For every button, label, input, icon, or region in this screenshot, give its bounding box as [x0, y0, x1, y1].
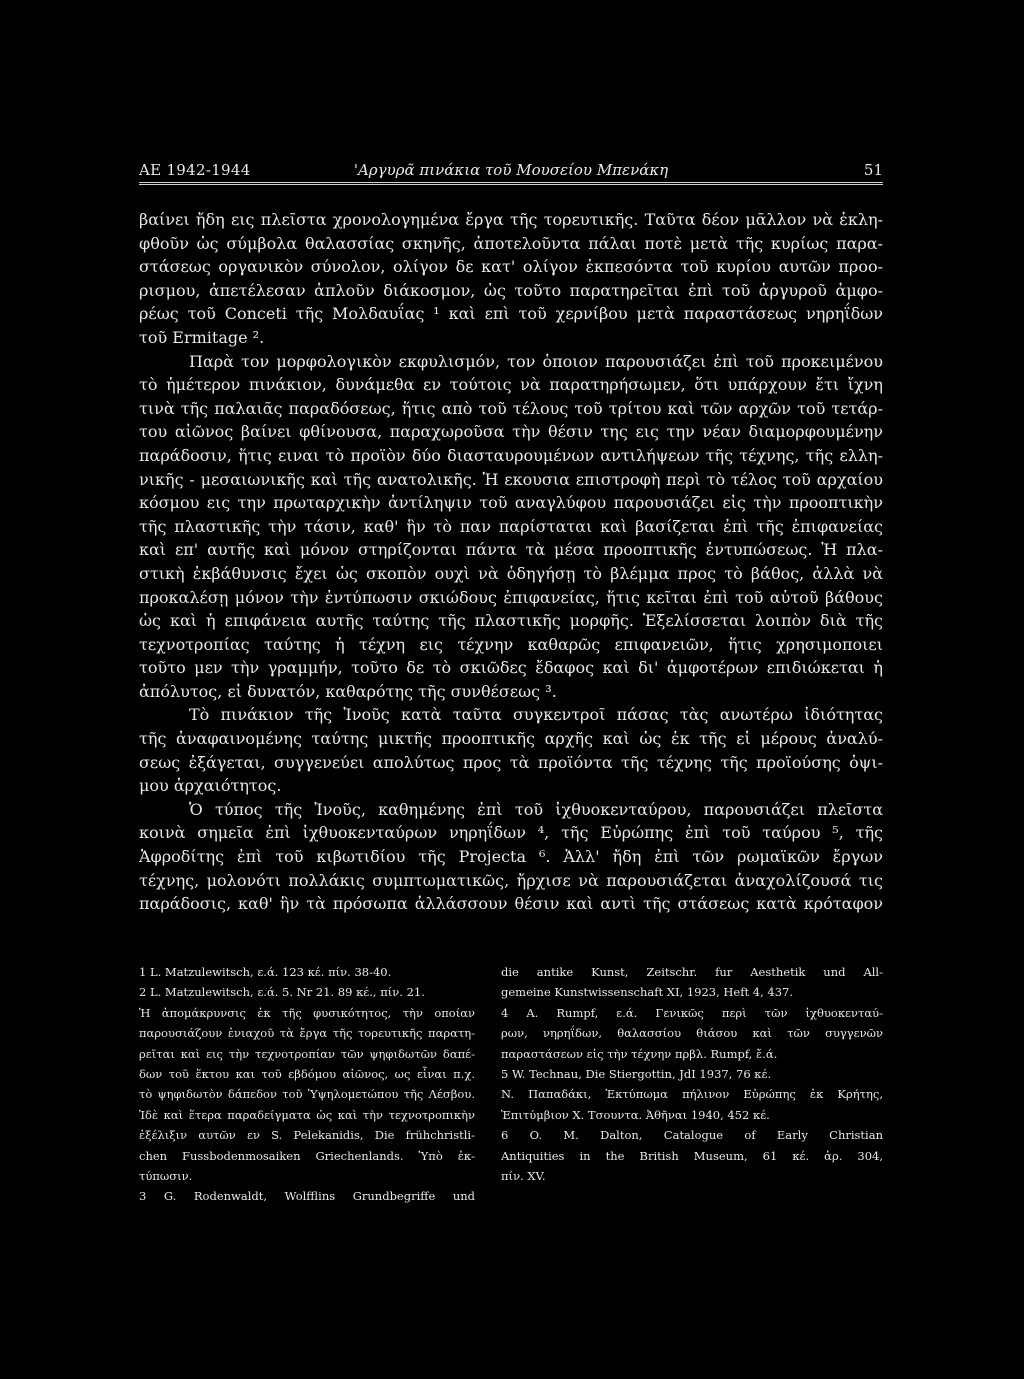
text-line: τοῦτο μεν τὴν γραμμήν, τοῦτο δε τὸ σκιῶδες ἔδαφος καὶ δι' ἀμφοτέρων επιδιώκεται ἡ: [139, 658, 883, 678]
text-line: μου ἀρχαιότητος.: [139, 776, 282, 796]
footnote-line: Ἰδὲ καὶ ἕτερα παραδείγματα ὡς καὶ τὴν τεχνοτροπικὴν: [139, 1107, 475, 1122]
text-line: καὶ επ' αυτῆς καὶ μόνον στηρίζονται πάντα τὰ μέσα προοπτικῆς ἐντυπώσεως. Ἡ πλα-: [139, 540, 883, 560]
footnote-line: ρων, νηρηΐδων, θαλασσίου θιάσου καὶ τῶν συγγενῶν: [501, 1026, 883, 1041]
running-header: [139, 160, 883, 185]
footnote-line: 3 G. Rodenwaldt, Wolfflins Grundbegriffe und: [139, 1189, 475, 1204]
text-line: τῆς ἀναφαινομένης ταύτης μικτῆς προοπτικῆς αρχῆς καὶ ὡς ἐκ τῆς εἰ μέρους ἀναλύ-: [139, 729, 883, 749]
text-line: νικῆς - μεσαιωνικῆς καὶ τῆς ανατολικῆς. Ἡ εκουσια επιστροφὴ περὶ τὸ τέλος τοῦ αρχαίου: [139, 469, 883, 489]
text-line: προκαλέσῃ μόνον τὴν ἐντύπωσιν σκιώδους ἐπιφανείας, ἥτις κεῖται ἐπὶ τοῦ αὐτοῦ βάθους: [139, 587, 883, 607]
footnote-line: 6 O. M. Dalton, Catalogue of Early Christian: [501, 1128, 883, 1143]
footnote-line: πίν. XV.: [501, 1169, 546, 1184]
footnote-line: ρεῖται καὶ εις τὴν τεχνοτροπίαν τῶν ψηφιδωτῶν δαπέ-: [139, 1046, 475, 1061]
text-line: βαίνει ἤδη εις πλεῖστα χρονολογημένα ἔργα τῆς τορευτικῆς. Ταῦτα δέον μᾶλλον νὰ ἐκλη-: [139, 210, 883, 229]
text-line: τεχνοτροπίας ταύτης ἡ τέχνη εις τέχνην καθαρῶς επιφανειῶν, ἥτις χρησιμοποιει: [139, 634, 883, 654]
footnote-line: die antike Kunst, Zeitschr. fur Aesthetik und All-: [501, 965, 883, 979]
footnote-line: Ἡ ἀπομάκρυνσις ἐκ τῆς φυσικότητος, τὴν οποίαν: [139, 1005, 475, 1020]
footnotes-left-column: [139, 962, 475, 1207]
text-line: τῆς πλαστικῆς τὴν τάσιν, καθ' ἣν τὸ παν παρίσταται καὶ βασίζεται ἐπὶ τῆς ἐπιφανείας: [139, 516, 883, 536]
footnote-line: δων τοῦ ἕκτου και τοῦ εβδόμου αἰῶνος, ως εἶναι π.χ.: [139, 1067, 475, 1082]
main-text: [139, 208, 883, 916]
running-title: 'Αργυρᾶ πινάκια τοῦ Μουσείου Μπενάκη: [353, 161, 669, 179]
text-line: Παρὰ τον μορφολογικὸν εκφυλισμόν, τον ὁποιον παρουσιάζει ἐπὶ τοῦ προκειμένου: [189, 351, 883, 371]
text-line: Ἀφροδίτης ἐπὶ τοῦ κιβωτιδίου τῆς Projecta ⁶. Ἀλλ' ἤδη ἐπὶ τῶν ρωμαϊκῶν ἔργων: [139, 847, 883, 867]
footnote-line: Ἐπιτύμβιον Χ. Τσουντα. Ἀθῆναι 1940, 452 κέ.: [501, 1107, 770, 1122]
text-line: Τὸ πινάκιον τῆς Ἰνοῦς κατὰ ταῦτα συγκεντροῖ πάσας τὰς ανωτέρω ἰδιότητας: [189, 705, 883, 725]
text-line: κόσμου εις την πρωταρχικὴν ἀντίληψιν τοῦ αναγλύφου παρουσιάζει εἰς τὴν προοπτικὴν: [139, 493, 883, 513]
text-line: τινὰ τῆς παλαιᾶς παραδόσεως, ἥτις απὸ τοῦ τέλους τοῦ τρίτου καὶ τῶν αρχῶν τοῦ τετάρ-: [139, 398, 883, 418]
footnote-line: 1 L. Matzulewitsch, ε.ά. 123 κέ. πίν. 38-40.: [139, 965, 392, 979]
footnote-line: παρουσιάζουν ἐνιαχοῦ τὰ ἔργα τῆς τορευτικῆς παρατη-: [139, 1026, 475, 1041]
text-line: τὸ ἡμέτερον πινάκιον, δυνάμεθα εν τούτοις νὰ παρατηρήσωμεν, ὅτι υπάρχουν ἔτι ἴχνη: [139, 375, 883, 395]
footnote-line: παραστάσεων εἰς τὴν τέχνην πρβλ. Rumpf, ἔ.ά.: [501, 1046, 778, 1061]
text-line: ρέως τοῦ Conceti τῆς Μολδαυΐας ¹ καὶ επὶ τοῦ χερνίβου μετὰ παραστάσεως νηρηΐδων: [139, 304, 883, 324]
footnote-line: τὸ ψηφιδωτὸν δάπεδον τοῦ Ὑψηλομετώπου τῆς Λέσβου.: [139, 1087, 475, 1102]
text-line: στάσεως οργανικὸν σύνολον, ολίγον δε κατ' ολίγον ἐκπεσόντα τοῦ κυρίου αυτῶν προο-: [139, 257, 883, 277]
footnote-line: Antiquities in the British Museum, 61 κέ. ἀρ. 304,: [501, 1148, 883, 1163]
text-line: ὡς καὶ ἡ επιφάνεια αυτῆς ταύτης τῆς πλαστικῆς μορφῆς. Ἐξελίσσεται λοιπὸν διὰ τῆς: [139, 611, 883, 631]
footnote-line: N. Παπαδάκι, Ἐκτύπωμα πήλινον Εὐρώπης ἐκ Κρήτης,: [501, 1087, 883, 1102]
text-line: ρισμου, ἀπετέλεσαν ἁπλοῦν διάκοσμον, ὡς τοῦτο παρατηρεῖται ἐπὶ τοῦ ἀργυροῦ ἀμφο-: [139, 280, 883, 300]
text-line: Ὁ τύπος τῆς Ἰνοῦς, καθημένης ἐπὶ τοῦ ἰχθυοκενταύρου, παρουσιάζει πλεῖστα: [189, 799, 883, 819]
journal-volume: ΑΕ 1942-1944: [139, 161, 251, 179]
footnote-line: 2 L. Matzulewitsch, ε.ά. 5. Nr 21. 89 κέ., πίν. 21.: [139, 985, 425, 1000]
text-line: ἀπόλυτος, εἰ δυνατόν, καθαρότης τῆς συνθέσεως ³.: [139, 681, 557, 701]
text-line: τοῦ Ermitage ².: [139, 327, 265, 347]
footnote-line: ἐξέλιξιν αυτῶν εν S. Pelekanidis, Die frühchristli-: [139, 1128, 475, 1143]
footnote-line: 4 A. Rumpf, ε.ά. Γενικῶς περὶ τῶν ἰχθυοκενταύ-: [501, 1005, 883, 1020]
footnote-line: 5 W. Technau, Die Stiergottin, JdI 1937, 76 κέ.: [501, 1067, 772, 1082]
text-line: παράδοσις, καθ' ἣν τὰ πρόσωπα ἀλλάσσουν θέσιν καὶ αντὶ τῆς στάσεως κατὰ κρόταφον: [139, 894, 883, 914]
text-line: σεως ἐξάγεται, συγγενεύει απολύτως προς τὰ προϊόντα τῆς τέχνης τῆς προϊούσης ὀψι-: [139, 752, 883, 772]
footnotes-right-column: [501, 962, 883, 1186]
text-line: στικὴ ἐκβάθυνσις ἔχει ὡς σκοπὸν ουχὶ νὰ ὁδηγήσῃ τὸ βλέμμα προς τὸ βάθος, ἀλλὰ νὰ: [139, 563, 883, 583]
footnote-line: gemeine Kunstwissenschaft XI, 1923, Heft 4, 437.: [501, 985, 793, 1000]
text-line: φθοῦν ὡς σύμβολα θαλασσίας σκηνῆς, ἀποτελοῦντα πάλαι ποτὲ μετὰ τῆς κυρίως παρα-: [139, 233, 883, 253]
page-number: 51: [863, 161, 883, 179]
text-line: κοινὰ σημεῖα ἐπὶ ἰχθυοκενταύρων νηρηΐδων ⁴, τῆς Εὐρώπης ἐπὶ τοῦ ταύρου ⁵, τῆς: [139, 823, 883, 843]
footnote-line: chen Fussbodenmosaiken Griechenlands. Ὑπὸ ἐκ-: [139, 1148, 475, 1163]
footnote-line: τύπωσιν.: [139, 1169, 193, 1184]
text-line: του αἰῶνος βαίνει φθίνουσα, παραχωροῦσα τὴν θέσιν της εις την νέαν διαμορφουμένην: [139, 422, 883, 442]
text-line: παράδοσιν, ἥτις ειναι τὸ προϊὸν δύο διασταυρουμένων αντιλήψεων τῆς τέχνης, τῆς ελλη-: [139, 445, 883, 465]
text-line: τέχνης, μολονότι πολλάκις συμπτωματικῶς, ἤρχισε νὰ παρουσιάζεται ἀναχολίζουσά τις: [139, 870, 883, 890]
